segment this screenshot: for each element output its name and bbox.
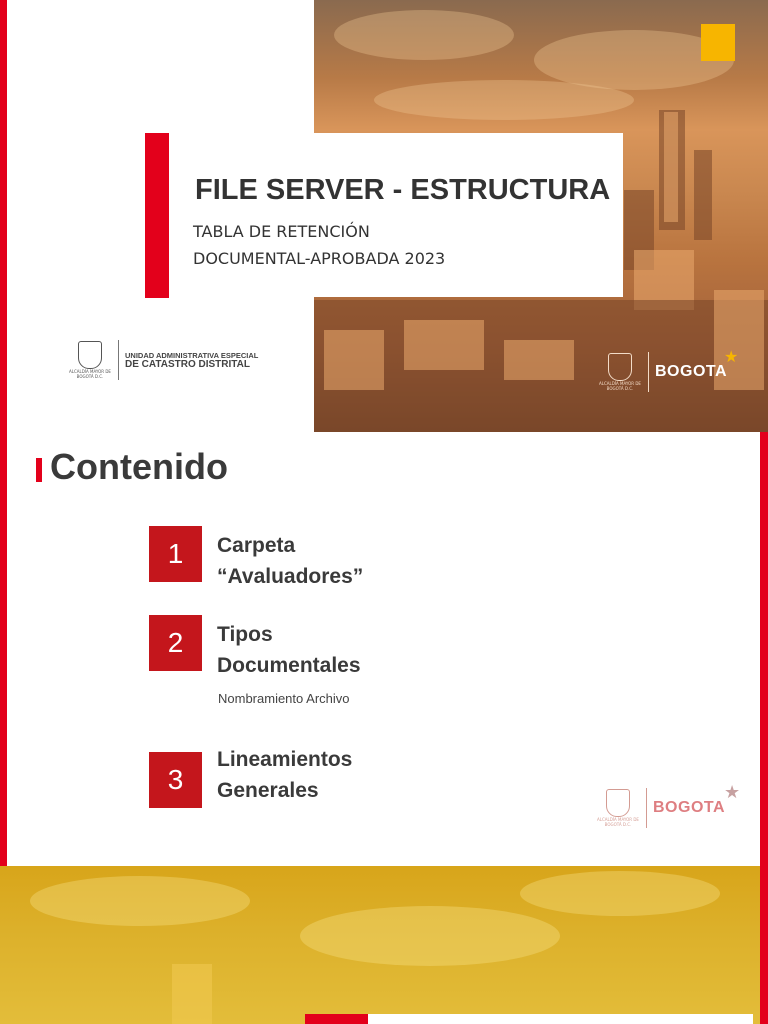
item-3-label <box>217 744 352 806</box>
star-icon: ★ <box>724 782 741 803</box>
item-3-line1: Lineamientos <box>217 748 353 771</box>
item-3-line2: Generales <box>217 779 319 802</box>
bogota-logo-slide1 <box>598 352 727 392</box>
slide-subtitle-line2: DOCUMENTAL-APROBADA 2023 <box>193 249 446 268</box>
item-1-line1: Carpeta <box>217 534 296 557</box>
yellow-square-accent <box>701 24 735 61</box>
heading-red-marker <box>36 458 42 482</box>
title-slide <box>0 0 768 432</box>
seal-caption: ALCALDÍA MAYOR DE BOGOTÁ D.C. <box>597 817 639 827</box>
item-1-line2: “Avaluadores” <box>217 565 364 588</box>
tower-silhouette <box>172 964 212 1024</box>
logo-line1: UNIDAD ADMINISTRATIVA ESPECIAL <box>125 351 259 360</box>
contents-heading: Contenido <box>50 446 228 487</box>
seal-caption: ALCALDÍA MAYOR DE BOGOTÁ D.C. <box>69 369 111 379</box>
bogota-wordmark: BOGOTA <box>653 799 726 816</box>
red-strip <box>305 1014 368 1024</box>
bogota-logo-slide2 <box>596 788 725 828</box>
item-2-line2: Documentales <box>217 654 361 677</box>
bogota-seal-icon <box>608 353 632 381</box>
right-accent-bar <box>760 866 768 1024</box>
item-2-line1: Tipos <box>217 623 273 646</box>
slide-subtitle-line1: TABLA DE RETENCIÓN <box>193 222 370 241</box>
slide-title: FILE SERVER - ESTRUCTURA <box>195 174 611 206</box>
title-box <box>168 133 623 297</box>
right-accent-bar <box>760 432 768 866</box>
bogota-seal-icon <box>606 789 630 817</box>
item-number-3: 3 <box>149 752 202 808</box>
next-slide-partial <box>0 866 768 1024</box>
seal-caption: ALCALDÍA MAYOR DE BOGOTÁ D.C. <box>599 381 641 391</box>
star-icon: ★ <box>724 347 739 366</box>
white-box-top <box>368 1014 753 1024</box>
title-red-bar <box>145 133 169 298</box>
item-number-2: 2 <box>149 615 202 671</box>
left-accent-bar <box>0 432 7 866</box>
bogota-seal-icon <box>78 341 102 369</box>
contents-slide <box>0 432 768 866</box>
item-1-label <box>217 530 363 592</box>
left-accent-bar <box>0 0 7 432</box>
item-number-1: 1 <box>149 526 202 582</box>
item-2-note: Nombramiento Archivo <box>218 691 350 706</box>
catastro-logo <box>68 340 258 380</box>
bogota-wordmark: BOGOTA <box>655 363 728 380</box>
logo-line2: DE CATASTRO DISTRITAL <box>125 359 250 370</box>
item-2-label <box>217 619 361 681</box>
